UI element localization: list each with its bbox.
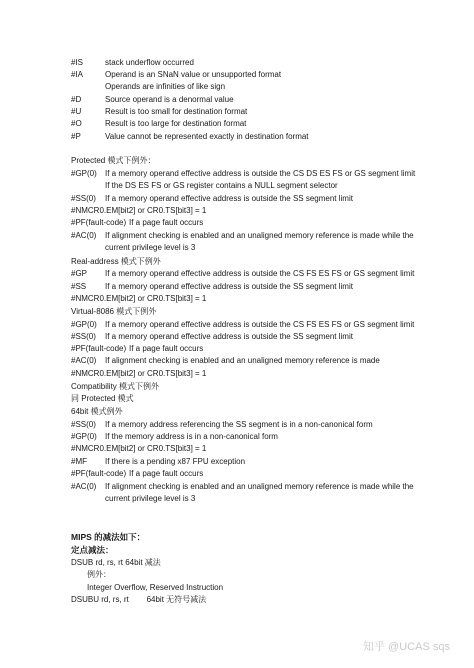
exception-row: #NMCR0.EM[bit2] or CR0.TS[bit3] = 1 [71, 206, 207, 215]
exception-row: #GP If a memory operand effective address is outside the CS FS ES FS or GS segment limit [71, 269, 415, 278]
exception-row: #AC(0) If alignment checking is enabled and an unaligned memory reference is made while the [71, 482, 414, 491]
exception-row: #P Value cannot be represented exactly in destination format [71, 132, 309, 141]
exception-row: #PF(fault-code) If a page fault occurs [71, 469, 204, 478]
dsubu-line: DSUBU rd, rs, rt 64bit 无符号减法 [71, 595, 207, 604]
exception-row: #NMCR0.EM[bit2] or CR0.TS[bit3] = 1 [71, 294, 207, 303]
exception-row: #U Result is too small for destination format [71, 107, 248, 116]
exception-row: #GP(0) If a memory operand effective address is outside the CS DS ES FS or GS segment limit [71, 169, 416, 178]
exception-row: #PF(fault-code) If a page fault occurs [71, 218, 204, 227]
exception-row: #NMCR0.EM[bit2] or CR0.TS[bit3] = 1 [71, 369, 207, 378]
mips-heading: MIPS 的减法如下： [71, 532, 146, 542]
exception-row: #GP(0) If the memory address is in a non-canonical form [71, 432, 278, 441]
exception-row: #GP(0) If a memory operand effective address is outside the CS FS ES FS or GS segment limit [71, 320, 415, 329]
exception-row: #MF If there is a pending x87 FPU exception [71, 457, 246, 466]
exception-row: #SS(0) If a memory operand effective address is outside the SS segment limit [71, 332, 353, 341]
exception-row: If the DS ES FS or GS register contains a NULL segment selector [105, 181, 338, 190]
exception-row: #SS(0) If a memory address referencing the SS segment is in a non-canonical form [71, 420, 373, 429]
section-heading-64bit: 64bit 模式例外 [71, 407, 123, 416]
exception-row: #D Source operand is a denormal value [71, 95, 234, 104]
exception-row: #SS If a memory operand effective address is outside the SS segment limit [71, 282, 353, 291]
exception-row: #AC(0) If alignment checking is enabled and an unaligned memory reference is made [71, 356, 380, 365]
exception-row: current privilege level is 3 [105, 243, 196, 252]
section-heading-compat: Compatibility 模式下例外 [71, 382, 160, 391]
fixed-point-heading: 定点减法： [71, 545, 114, 555]
exception-row: #AC(0) If alignment checking is enabled and an unaligned memory reference is made while the [71, 231, 414, 240]
exception-row: Operands are infinities of like sign [105, 82, 226, 91]
exception-row: #IA Operand is an SNaN value or unsupported format [71, 70, 282, 79]
dsub-line: DSUB rd, rs, rt 64bit 减法 [71, 558, 161, 567]
exception-row: #NMCR0.EM[bit2] or CR0.TS[bit3] = 1 [71, 444, 207, 453]
watermark: 知乎 @UCAS sqs [363, 641, 450, 653]
exception-row: #O Result is too large for destination format [71, 119, 247, 128]
section-heading-protected: Protected 模式下例外： [71, 156, 156, 165]
section-heading-real: Real-address 模式下例外 [71, 257, 161, 266]
example-label: 例外： [87, 570, 111, 579]
exception-row: current privilege level is 3 [105, 494, 196, 503]
example-text: Integer Overflow, Reserved Instruction [87, 583, 224, 592]
section-heading-virtual: Virtual-8086 模式下例外 [71, 307, 157, 316]
exception-row: #IS stack underflow occurred [71, 58, 194, 67]
exception-row: #PF(fault-code) If a page fault occurs [71, 344, 204, 353]
exception-row: #SS(0) If a memory operand effective address is outside the SS segment limit [71, 194, 353, 203]
compat-note: 同 Protected 模式 [71, 394, 134, 403]
